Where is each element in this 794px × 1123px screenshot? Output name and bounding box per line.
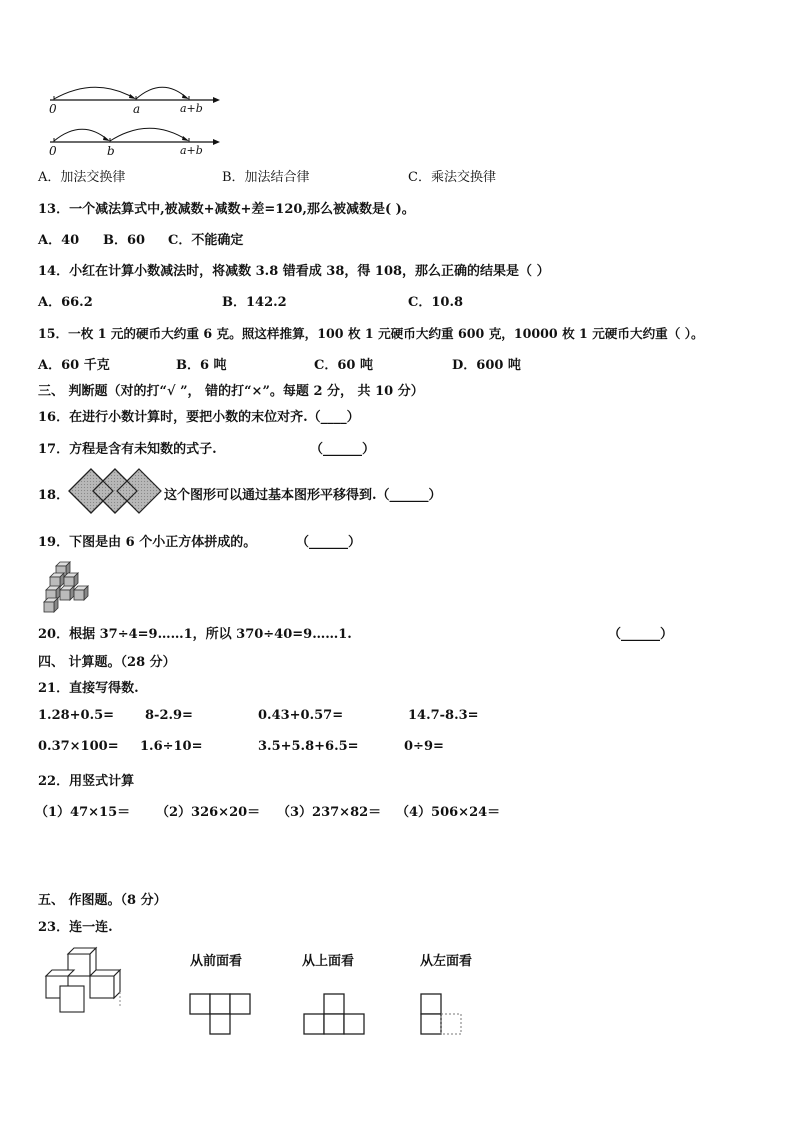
q23-view-top	[303, 992, 367, 1036]
q22-item-4: （4）506×24＝	[396, 805, 501, 820]
q17-text: 17．方程是含有未知数的式子.	[38, 442, 217, 457]
q15-option-a: A．60 千克	[38, 358, 110, 373]
q18-text: 这个图形可以通过基本图形平移得到.（______）	[164, 488, 442, 503]
q23-view-left	[420, 992, 470, 1036]
q23-view-top-label: 从上面看	[302, 954, 355, 969]
q20-blank: （______）	[608, 627, 674, 642]
q12-option-b: B．加法结合律	[222, 170, 310, 185]
q22-item-3: （3）237×82＝	[277, 805, 382, 820]
section4-title: 四、 计算题。（28 分）	[38, 655, 176, 670]
nl-top-zero: 0	[49, 102, 57, 116]
q13-text: 13．一个减法算式中,被减数+减数+差=120,那么被减数是( )。	[38, 202, 415, 217]
section3-title: 三、 判断题（对的打“√ ”， 错的打“×”。每题 2 分， 共 10 分）	[38, 384, 424, 399]
q13-option-c: C．不能确定	[168, 233, 244, 248]
nl-bottom-b: b	[107, 144, 115, 158]
q19-blank: （______）	[296, 535, 362, 550]
q23-view-front-label: 从前面看	[190, 954, 243, 969]
q13-option-a: A．40	[38, 233, 80, 248]
q16-text: 16．在进行小数计算时，要把小数的末位对齐.（____）	[38, 410, 360, 425]
q15-option-c: C．60 吨	[314, 358, 373, 373]
q21-text: 21．直接写得数.	[38, 681, 139, 696]
nl-bottom-zero: 0	[49, 144, 57, 158]
q21-r2-3: 3.5+5.8+6.5=	[258, 739, 359, 754]
q22-item-1: （1）47×15＝	[35, 805, 131, 820]
q15-option-d: D．600 吨	[452, 358, 521, 373]
q12-option-c: C．乘法交换律	[408, 170, 496, 185]
q21-r2-4: 0÷9=	[404, 739, 444, 754]
q23-view-front	[188, 992, 252, 1034]
q13-option-b: B．60	[103, 233, 146, 248]
q20-text: 20．根据 37÷4=9……1，所以 370÷40=9……1.	[38, 627, 352, 642]
q15-option-b: B．6 吨	[176, 358, 227, 373]
q12-option-a: A．加法交换律	[38, 170, 126, 185]
q22-item-2: （2）326×20＝	[156, 805, 261, 820]
q22-text: 22．用竖式计算	[38, 774, 135, 789]
q23-solid-figure	[42, 946, 137, 1016]
q21-r1-4: 14.7-8.3=	[408, 708, 479, 723]
q19-cubes-figure	[42, 560, 102, 612]
q21-r2-1: 0.37×100=	[38, 739, 119, 754]
q15-text: 15．一枚 1 元的硬币大约重 6 克。照这样推算，100 枚 1 元硬币大约重 600 克，10000 枚 1 元硬币大约重（ ）。	[38, 326, 704, 341]
q18-diamond-figure	[68, 468, 163, 514]
q21-r1-1: 1.28+0.5=	[38, 708, 115, 723]
q14-option-c: C．10.8	[408, 295, 464, 310]
q19-text: 19．下图是由 6 个小正方体拼成的。	[38, 535, 257, 550]
section5-title: 五、 作图题。（8 分）	[38, 893, 167, 908]
nl-bottom-apb: a+b	[180, 144, 203, 157]
q21-r1-3: 0.43+0.57=	[258, 708, 344, 723]
q14-option-b: B．142.2	[222, 295, 287, 310]
q14-option-a: A．66.2	[38, 295, 93, 310]
q23-view-left-label: 从左面看	[420, 954, 473, 969]
q17-blank: （______）	[310, 442, 376, 457]
q21-r2-2: 1.6÷10=	[140, 739, 203, 754]
q21-r1-2: 8-2.9=	[145, 708, 193, 723]
nl-top-a: a	[133, 102, 141, 116]
q14-text: 14．小红在计算小数减法时，将减数 3.8 错看成 38，得 108，那么正确的结果是（ ）	[38, 264, 550, 279]
nl-top-apb: a+b	[180, 102, 203, 115]
q23-text: 23．连一连.	[38, 920, 113, 935]
q18-number: 18．	[38, 488, 70, 503]
